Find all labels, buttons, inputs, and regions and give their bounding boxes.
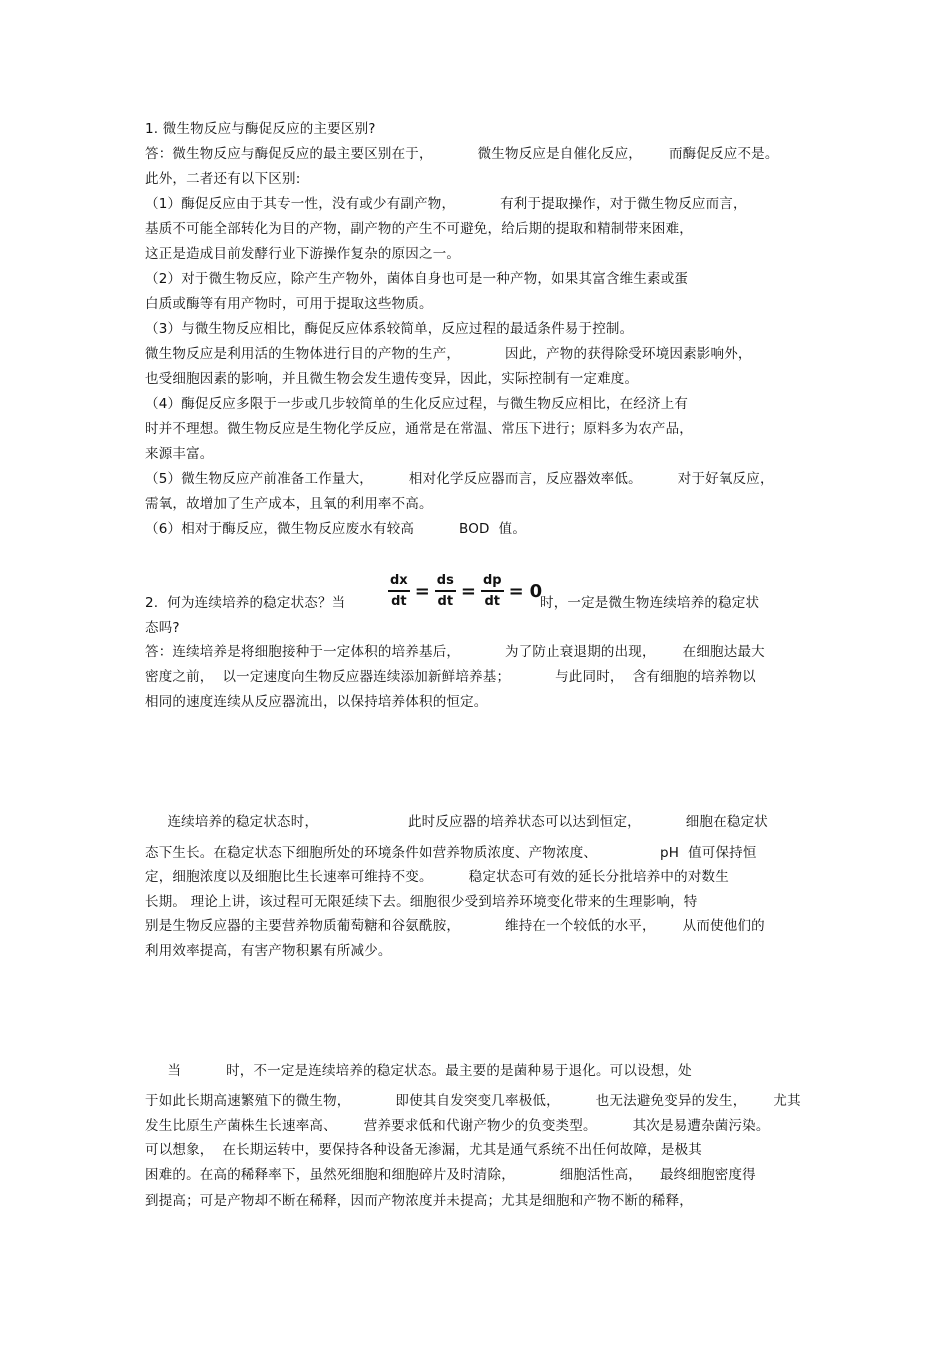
denominator: dt bbox=[484, 593, 501, 609]
fraction-ds-dt bbox=[435, 572, 456, 610]
q2-title-cont: 态吗? bbox=[145, 620, 180, 636]
q1-answer-line: 时并不理想。微生物反应是生物化学反应，通常是在常温、常压下进行；原料多为农产品， bbox=[145, 421, 693, 437]
steady-state-paragraph-line: 利用效率提高，有害产物积累有所减少。 bbox=[145, 943, 392, 959]
fraction-bar bbox=[388, 590, 410, 592]
q1-answer-line: （3）与微生物反应相比，酶促反应体系较简单，反应过程的最适条件易于控制。 bbox=[145, 321, 634, 337]
steady-state-paragraph-line: 长期。 理论上讲，该过程可无限延续下去。细胞很少受到培养环境变化带来的生理影响，特 bbox=[145, 894, 698, 910]
not-steady-paragraph-line: 可以想象， 在长期运转中，要保持各种设备无渗漏，尤其是通气系统不出任何故障，是极其 bbox=[145, 1142, 702, 1158]
numerator: dp bbox=[482, 573, 502, 589]
not-steady-paragraph-line: 到提高；可是产物却不断在稀释，因而产物浓度并未提高；尤其是细胞和产物不断的稀释， bbox=[145, 1193, 693, 1209]
steady-state-paragraph-line: 态下生长。在稳定状态下细胞所处的环境条件如营养物质浓度、产物浓度、 pH 值可保持恒 bbox=[145, 845, 757, 861]
q2-title: 2. 何为连续培养的稳定状态？当 bbox=[145, 595, 346, 611]
fraction-dp-dt bbox=[481, 572, 504, 610]
q1-answer-line: 微生物反应是利用活的生物体进行目的产物的生产， 因此，产物的获得除受环境因素影响外， bbox=[145, 346, 752, 362]
q2-answer-line: 答：连续培养是将细胞接种于一定体积的培养基后， 为了防止衰退期的出现， 在细胞达最大 bbox=[145, 644, 765, 660]
q1-answer-line: 此外，二者还有以下区别: bbox=[145, 171, 301, 187]
equals-sign: = bbox=[460, 580, 476, 602]
not-steady-paragraph-line: 发生比原生产菌株生长速率高、 营养要求低和代谢产物少的负变类型。 其次是易遭杂菌污染。 bbox=[145, 1118, 770, 1134]
fraction-dx-dt bbox=[388, 572, 410, 610]
q1-answer-line: （6）相对于酶反应，微生物反应废水有较高 BOD 值。 bbox=[145, 521, 527, 537]
q1-answer-line: （1）酶促反应由于其专一性，没有或少有副产物， 有利于提取操作，对于微生物反应而言， bbox=[145, 196, 747, 212]
q1-answer-line: 白质或酶等有用产物时，可用于提取这些物质。 bbox=[145, 296, 433, 312]
steady-state-paragraph-line: 定，细胞浓度以及细胞比生长速率可维持不变。 稳定状态可有效的延长分批培养中的对数生 bbox=[145, 869, 729, 885]
numerator: ds bbox=[436, 573, 454, 589]
not-steady-paragraph-line: 当 时，不一定是连续培养的稳定状态。最主要的是菌种易于退化。可以设想，处 bbox=[145, 1063, 692, 1079]
equals-sign: = bbox=[508, 580, 524, 602]
q1-answer-line: 也受细胞因素的影响，并且微生物会发生遗传变异，因此，实际控制有一定难度。 bbox=[145, 371, 639, 387]
q1-answer-line: 基质不可能全部转化为目的产物，副产物的产生不可避免，给后期的提取和精制带来困难， bbox=[145, 221, 693, 237]
q2-answer-line: 相同的速度连续从反应器流出，以保持培养体积的恒定。 bbox=[145, 694, 488, 710]
steady-state-paragraph-line: 连续培养的稳定状态时， 此时反应器的培养状态可以达到恒定， 细胞在稳定状 bbox=[145, 814, 768, 830]
q1-answer-line: （4）酶促反应多限于一步或几步较简单的生化反应过程，与微生物反应相比，在经济上有 bbox=[145, 396, 689, 412]
q1-answer-line: 答：微生物反应与酶促反应的最主要区别在于， 微生物反应是自催化反应， 而酶促反应不是。 bbox=[145, 146, 779, 162]
equals-sign: = bbox=[414, 580, 430, 602]
q1-answer-line: 来源丰富。 bbox=[145, 446, 214, 462]
q1-title: 1. 微生物反应与酶促反应的主要区别? bbox=[145, 121, 376, 137]
steady-state-paragraph-line: 别是生物反应器的主要营养物质葡萄糖和谷氨酰胺， 维持在一个较低的水平， 从而使他们的 bbox=[145, 918, 765, 934]
q1-answer-line: （5）微生物反应产前准备工作量大， 相对化学反应器而言，反应器效率低。 对于好氧反应， bbox=[145, 471, 774, 487]
q2-title-cont: 时，一定是微生物连续培养的稳定状 bbox=[540, 595, 760, 611]
not-steady-paragraph-line: 困难的。在高的稀释率下，虽然死细胞和细胞碎片及时清除， 细胞活性高， 最终细胞密度得 bbox=[145, 1167, 756, 1183]
q1-answer-line: 这正是造成目前发酵行业下游操作复杂的原因之一。 bbox=[145, 246, 461, 262]
numerator: dx bbox=[390, 573, 408, 589]
q1-answer-line: 需氧，故增加了生产成本，且氧的利用率不高。 bbox=[145, 496, 433, 512]
denominator: dt bbox=[391, 593, 407, 609]
denominator: dt bbox=[437, 593, 454, 609]
q1-answer-line: （2）对于微生物反应，除产生产物外，菌体自身也可是一种产物，如果其富含维生素或蛋 bbox=[145, 271, 689, 287]
q2-answer-line: 密度之前， 以一定速度向生物反应器连续添加新鲜培养基； 与此同时， 含有细胞的培养物以 bbox=[145, 669, 756, 685]
steady-state-equation bbox=[386, 566, 545, 616]
fraction-bar bbox=[481, 590, 504, 592]
zero: 0 bbox=[529, 580, 543, 602]
fraction-bar bbox=[435, 590, 456, 592]
not-steady-paragraph-line: 于如此长期高速繁殖下的微生物， 即使其自发突变几率极低， 也无法避免变异的发生， 尤其 bbox=[145, 1093, 801, 1109]
